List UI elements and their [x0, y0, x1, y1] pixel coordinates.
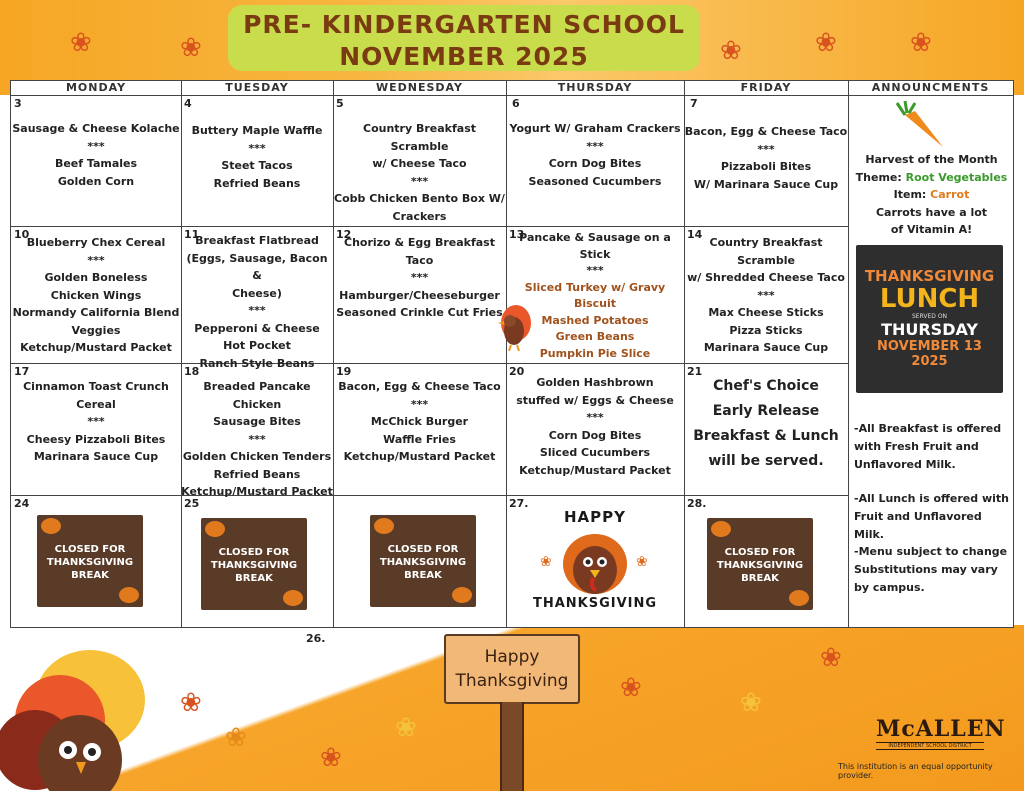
menu-line: Breakfast & Lunch — [693, 428, 839, 444]
item-row — [850, 186, 1013, 204]
day-header-announcements: ANNOUNCMENTS — [871, 81, 990, 94]
day-number: 18 — [184, 365, 200, 378]
day-number: 19 — [336, 365, 352, 378]
day-cell — [506, 364, 684, 495]
menu-items — [181, 122, 333, 192]
sign-line: Thanksgiving — [455, 671, 569, 691]
footer-disclaimer: This institution is an equal opportunity provider. — [838, 762, 993, 780]
turkey-icon — [494, 301, 532, 351]
menu-line: Beef Tamales — [54, 157, 138, 170]
menu-line: Bacon, Egg & Cheese Taco — [338, 380, 501, 393]
menu-line: stuffed w/ Eggs & Cheese — [516, 393, 674, 407]
menu-line: Breaded Pancake Chicken — [203, 380, 311, 411]
day-cell — [333, 96, 506, 226]
thanksgiving-bottom-text: THANKSGIVING — [532, 596, 658, 611]
menu-items — [11, 234, 181, 357]
sign-line: Happy — [484, 647, 540, 667]
maple-leaf-icon: ❀ — [910, 28, 932, 58]
menu-calendar — [10, 80, 1014, 628]
day-number: 11 — [184, 228, 200, 241]
item-label: Item: — [893, 188, 927, 201]
menu-line: Ketchup/Mustard Packet — [20, 341, 172, 354]
poster-line: THANKSGIVING — [864, 267, 995, 285]
harvest-title: Harvest of the Month — [865, 153, 998, 166]
day-number: 4 — [184, 97, 192, 110]
menu-line: w/ Cheese Taco — [372, 157, 467, 170]
title-banner — [228, 5, 700, 71]
menu-line: *** — [410, 271, 429, 284]
turkey-illustration-icon — [0, 640, 175, 791]
day-number: 24 — [14, 497, 30, 510]
menu-line: Corn Dog Bites — [548, 428, 642, 442]
menu-line: Hot Pocket — [223, 339, 291, 352]
menu-line: *** — [248, 432, 266, 446]
menu-items — [506, 120, 684, 190]
day-cell — [684, 227, 848, 363]
maple-leaf-icon: ❀ — [180, 688, 202, 718]
menu-items — [181, 232, 333, 372]
menu-line: Breakfast Flatbread — [195, 234, 319, 247]
theme-row — [850, 169, 1013, 187]
grid-line — [848, 81, 849, 627]
menu-line: Golden Chicken Tenders — [182, 450, 332, 463]
menu-line: Ketchup/Mustard Packet — [519, 463, 671, 477]
theme-label: Theme: — [855, 170, 902, 184]
menu-line-special: Green Beans — [555, 330, 635, 343]
day-number: 21 — [687, 365, 703, 378]
day-number: 10 — [14, 228, 30, 241]
day-number: 27. — [509, 497, 529, 510]
harvest-fact: Carrots have a lot of Vitamin A! — [875, 205, 988, 236]
menu-line: Ranch Style Beans — [199, 356, 315, 370]
day-header-monday: MONDAY — [65, 81, 127, 94]
closed-break-image — [370, 515, 476, 607]
note-lunch: -All Lunch is offered with Fruit and Unflavored Milk. — [854, 492, 1009, 541]
maple-leaf-icon: ❀ — [620, 673, 642, 703]
menu-line: Pizza Sticks — [729, 323, 803, 337]
day-cell — [506, 227, 684, 363]
closed-break-image — [707, 518, 813, 610]
menu-items — [333, 378, 506, 466]
day-number: 26. — [306, 632, 326, 645]
day-cell — [333, 364, 506, 495]
day-cell — [506, 496, 684, 627]
day-number: 17 — [14, 365, 30, 378]
day-cell — [181, 96, 333, 226]
theme-value: Root Vegetables — [905, 170, 1008, 184]
menu-line: *** — [248, 304, 266, 317]
day-number: 6 — [512, 97, 520, 110]
day-header-tuesday: TUESDAY — [225, 81, 289, 94]
menu-line: Sliced Cucumbers — [539, 446, 651, 459]
menu-line: Ketchup/Mustard Packet — [343, 450, 496, 463]
menu-line: Taco — [405, 253, 434, 267]
day-number: 3 — [14, 97, 22, 110]
menu-line: Max Cheese Sticks — [708, 306, 824, 319]
closed-label: CLOSED FOR THANKSGIVING BREAK — [716, 547, 804, 584]
closed-label: CLOSED FOR THANKSGIVING BREAK — [46, 544, 134, 581]
menu-line: Buttery Maple Waffle — [191, 124, 323, 137]
menu-line: Yogurt W/ Graham Crackers — [509, 122, 681, 135]
closed-break-image — [37, 515, 143, 607]
menu-items — [333, 120, 506, 225]
day-number: 14 — [687, 228, 703, 241]
menu-line: McChick Burger — [370, 415, 469, 428]
maple-leaf-icon: ❀ — [70, 28, 92, 58]
maple-leaf-icon: ❀ — [820, 643, 842, 673]
closed-label: CLOSED FOR THANKSGIVING BREAK — [379, 544, 467, 581]
day-number: 7 — [690, 97, 698, 110]
menu-line: Waffle Fries — [383, 432, 456, 446]
day-cell — [333, 227, 506, 363]
menu-line: will be served. — [708, 453, 824, 469]
menu-line: Golden Hashbrown — [536, 376, 654, 389]
carrot-icon — [891, 99, 947, 151]
menu-line: Sausage & Cheese Kolache — [12, 122, 180, 135]
menu-line: Marinara Sauce Cup — [33, 450, 159, 463]
chef-choice-text — [684, 374, 848, 474]
menu-items — [684, 234, 848, 357]
day-header-wednesday: WEDNESDAY — [376, 81, 463, 94]
pumpkin-icon — [119, 587, 139, 603]
menu-line: *** — [586, 411, 604, 424]
menu-line: Normandy California Blend — [12, 306, 180, 319]
menu-line: Veggies — [71, 323, 121, 337]
day-cell — [684, 364, 848, 495]
day-header-thursday: THURSDAY — [557, 81, 633, 94]
menu-line: *** — [757, 142, 775, 156]
menu-line: Golden Boneless — [44, 271, 148, 284]
poster-line: LUNCH — [879, 284, 980, 314]
menu-line: (Eggs, Sausage, Bacon & — [186, 251, 328, 282]
day-cell — [181, 227, 333, 370]
pumpkin-icon — [374, 518, 394, 534]
day-cell — [181, 496, 333, 627]
page-subtitle: NOVEMBER 2025 — [339, 42, 589, 71]
menu-line: Cinnamon Toast Crunch — [23, 380, 169, 393]
district-logo — [876, 716, 1006, 750]
menu-line: Chicken Wings — [50, 288, 142, 302]
menu-line: Chorizo & Egg Breakfast — [344, 236, 495, 249]
menu-line: Marinara Sauce Cup — [703, 341, 829, 354]
menu-items — [11, 120, 181, 190]
day-number: 12 — [336, 228, 352, 241]
menu-line: Cereal — [76, 397, 116, 411]
day-cell — [11, 227, 181, 363]
menu-line: *** — [410, 397, 429, 411]
menu-line: Refried Beans — [213, 467, 301, 481]
sign-post — [500, 702, 524, 791]
menu-line: Golden Corn — [57, 174, 135, 188]
day-cell — [11, 364, 181, 495]
svg-text:❀: ❀ — [636, 554, 648, 570]
menu-line: Seasoned Cucumbers — [528, 174, 662, 188]
day-cell — [11, 496, 181, 627]
menu-line: Early Release — [712, 403, 820, 419]
pumpkin-icon — [711, 521, 731, 537]
menu-line: *** — [586, 139, 604, 153]
menu-items — [181, 378, 333, 501]
day-cell — [506, 96, 684, 226]
poster-line: NOVEMBER 13 — [877, 339, 982, 354]
menu-line: Ketchup/Mustard Packet — [181, 485, 333, 498]
menu-line: Pancake & Sausage on a — [519, 231, 671, 244]
menu-line: Bacon, Egg & Cheese Taco — [684, 125, 848, 138]
day-cell — [181, 364, 333, 498]
thanksgiving-lunch-poster — [856, 245, 1003, 393]
item-value: Carrot — [930, 188, 970, 201]
day-number: 5 — [336, 97, 344, 110]
menu-line-special: Biscuit — [573, 297, 617, 310]
menu-line: Sausage Bites — [213, 415, 301, 428]
closed-break-image — [201, 518, 307, 610]
pumpkin-icon — [205, 521, 225, 537]
pumpkin-icon — [41, 518, 61, 534]
menu-line: w/ Shredded Cheese Taco — [687, 271, 845, 284]
menu-items — [333, 234, 506, 322]
menu-line: Cheese) — [232, 286, 282, 300]
maple-leaf-icon: ❀ — [225, 723, 247, 753]
menu-line: Scramble — [737, 253, 795, 267]
menu-line: Pizzaboli Bites — [720, 160, 812, 173]
menu-line-special: Sliced Turkey w/ Gravy — [524, 280, 666, 294]
maple-leaf-icon: ❀ — [720, 36, 742, 66]
menu-line: Chef's Choice — [713, 378, 819, 394]
maple-leaf-icon: ❀ — [320, 743, 342, 773]
day-number: 28. — [687, 497, 707, 510]
day-cell — [11, 96, 181, 226]
day-cell — [333, 496, 506, 627]
menu-items — [506, 230, 684, 362]
menu-line-special: Mashed Potatoes — [541, 313, 649, 327]
menu-line: *** — [87, 139, 105, 153]
menu-line: Cheesy Pizzaboli Bites — [26, 432, 166, 446]
menu-line-special: Pumpkin Pie Slice — [539, 346, 651, 360]
pumpkin-icon — [283, 590, 303, 606]
menu-line: Seasoned Crinkle Cut Fries — [336, 306, 503, 319]
svg-text:❀: ❀ — [540, 554, 552, 570]
day-header-friday: FRIDAY — [740, 81, 792, 94]
menu-line: *** — [87, 415, 105, 428]
menu-line: Corn Dog Bites — [548, 157, 642, 170]
logo-subtitle: INDEPENDENT SCHOOL DISTRICT — [876, 742, 984, 750]
day-cell — [684, 496, 848, 627]
menu-line: *** — [586, 264, 604, 277]
menu-items — [11, 378, 181, 466]
menu-line: Country Breakfast Scramble — [363, 122, 476, 153]
logo-name: McALLEN — [876, 716, 1006, 742]
menu-line: *** — [248, 141, 266, 155]
day-number: 25 — [184, 497, 200, 510]
menu-line: Cobb Chicken Bento Box W/ — [334, 192, 505, 205]
menu-line: Pepperoni & Cheese — [194, 321, 320, 335]
note-breakfast: -All Breakfast is offered with Fresh Fruit and Unflavored Milk. — [854, 422, 1002, 471]
maple-leaf-icon: ❀ — [395, 713, 417, 743]
poster-line: SERVED ON — [911, 313, 948, 320]
day-number: 20 — [509, 365, 525, 378]
day-cell — [684, 96, 848, 226]
menu-line: Stick — [579, 247, 611, 261]
poster-line: THURSDAY — [881, 320, 978, 339]
harvest-of-month — [850, 151, 1013, 239]
pumpkin-icon — [789, 590, 809, 606]
menu-line: Steet Tacos — [221, 159, 293, 172]
pumpkin-icon — [452, 587, 472, 603]
menu-line: W/ Marinara Sauce Cup — [693, 177, 839, 191]
menu-line: *** — [757, 288, 775, 302]
day-number: 13 — [509, 228, 525, 241]
menu-line: Crackers — [392, 209, 447, 223]
note-menu-change: -Menu subject to change Substitutions may vary by campus. — [854, 545, 1008, 594]
maple-leaf-icon: ❀ — [740, 688, 762, 718]
closed-label: CLOSED FOR THANKSGIVING BREAK — [210, 547, 298, 584]
menu-line: Hamburger/Cheeseburger — [339, 288, 500, 302]
thanksgiving-top-text: HAPPY — [563, 508, 626, 526]
happy-thanksgiving-sign — [444, 634, 580, 704]
menu-line: *** — [87, 253, 105, 267]
menu-line: Refried Beans — [213, 176, 301, 190]
maple-leaf-icon: ❀ — [180, 33, 202, 63]
menu-items — [506, 374, 684, 479]
menu-line: Blueberry Chex Cereal — [26, 236, 166, 249]
menu-line: Country Breakfast — [709, 236, 823, 249]
poster-line: 2025 — [911, 354, 948, 369]
page-title: PRE- KINDERGARTEN SCHOOL — [243, 10, 685, 39]
maple-leaf-icon: ❀ — [815, 28, 837, 58]
menu-line: *** — [410, 174, 429, 188]
menu-items — [684, 123, 848, 193]
